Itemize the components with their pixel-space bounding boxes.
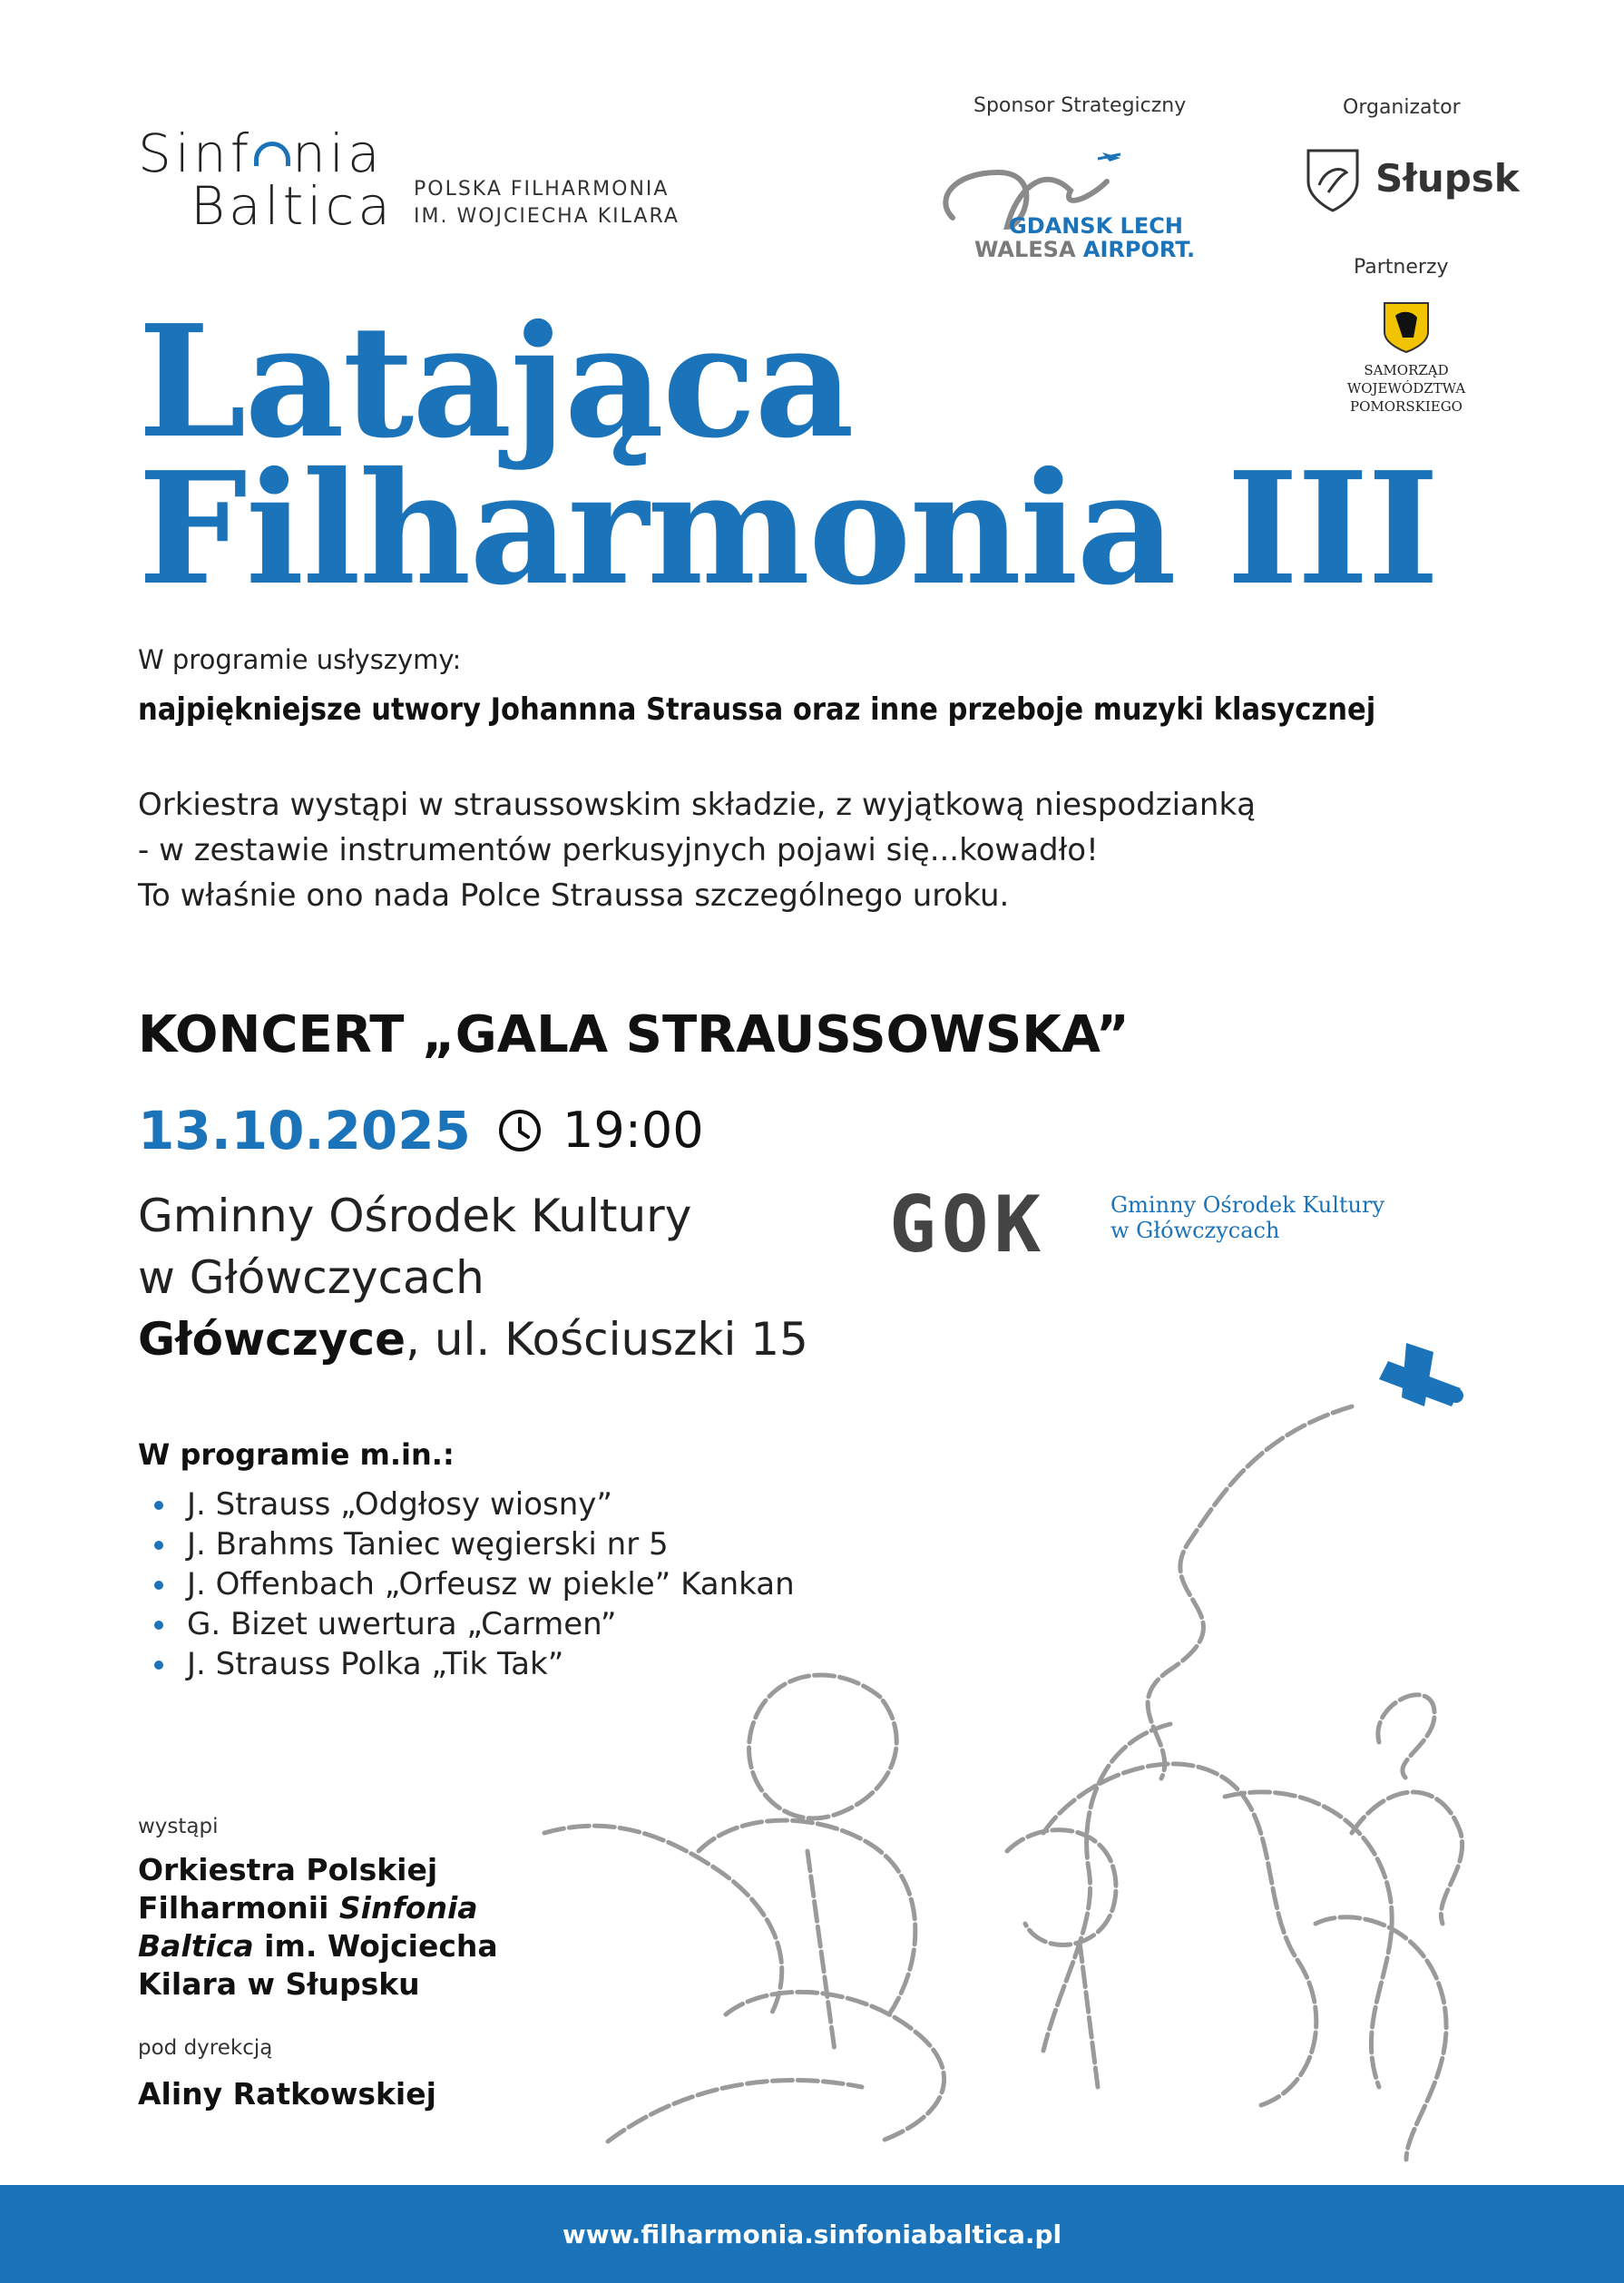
gok-name-line1: Gminny Ośrodek Kultury	[1110, 1192, 1385, 1218]
clock-icon	[497, 1108, 543, 1153]
airport-line1: GDANSK LECH	[1009, 213, 1183, 239]
description-line: To właśnie ono nada Polce Straussa szczególnego uroku.	[138, 877, 1010, 914]
title-line1: Latająca	[138, 291, 853, 473]
musicians-sketch-illustration	[535, 1270, 1570, 2178]
venue-line2: w Główczycach	[138, 1251, 484, 1304]
partner-line2: WOJEWÓDZTWA POMORSKIEGO	[1346, 380, 1466, 415]
program-item: J. Offenbach „Orfeusz w piekle” Kankan	[154, 1564, 795, 1604]
concert-title: KONCERT „GALA STRAUSSOWSKA”	[138, 1005, 1130, 1064]
gok-name	[1110, 1192, 1384, 1243]
conductor-label: pod dyrekcją	[138, 2036, 273, 2060]
airport-line2a: WALESA	[974, 237, 1076, 262]
concert-time	[497, 1102, 704, 1159]
logo-line1-a: Sinf	[138, 122, 253, 184]
conductor-name: Aliny Ratkowskiej	[138, 2076, 436, 2112]
description-line: - w zestawie instrumentów perkusyjnych pojawi się...kowadło!	[138, 832, 1099, 868]
logo-sub-line2: IM. WOJCIECHA KILARA	[414, 205, 680, 228]
venue-line1: Gminny Ośrodek Kultury	[138, 1190, 692, 1242]
orchestra-name	[138, 1851, 498, 2004]
logo-line2: Baltica	[191, 175, 394, 237]
footer-bar	[0, 2185, 1624, 2283]
logo-line1-b: nia	[292, 122, 384, 184]
orchestra-line2a: Filharmonii	[138, 1890, 339, 1925]
orchestra-line3b: im. Wojciecha	[253, 1928, 498, 1964]
gok-name-line2: w Główczycach	[1110, 1218, 1280, 1243]
program-heading: W programie m.in.:	[138, 1437, 455, 1472]
organizer-name: Słupsk	[1375, 156, 1520, 201]
title-line2: Filharmonia III	[138, 438, 1438, 620]
performers-label: wystąpi	[138, 1815, 219, 1838]
partners-label: Partnerzy	[1354, 256, 1449, 279]
venue-street: , ul. Kościuszki 15	[406, 1313, 808, 1366]
venue-city: Główczyce	[138, 1313, 406, 1366]
logo-sub-line1: POLSKA FILHARMONIA	[414, 178, 670, 201]
organizer-label: Organizator	[1343, 96, 1461, 119]
description	[138, 782, 1256, 918]
program-intro: W programie usłyszymy:	[138, 644, 462, 675]
program-item: J. Strauss Polka „Tik Tak”	[154, 1644, 795, 1684]
footer-url[interactable]: www.filharmonia.sinfoniabaltica.pl	[562, 2219, 1062, 2249]
partner-line1: SAMORZĄD	[1364, 362, 1449, 378]
program-item: J. Brahms Taniec węgierski nr 5	[154, 1524, 795, 1564]
airport-line2b: AIRPORT.	[1082, 237, 1196, 262]
program-item: G. Bizet uwertura „Carmen”	[154, 1604, 795, 1644]
program-item: J. Strauss „Odgłosy wiosny”	[154, 1484, 795, 1524]
concert-date: 13.10.2025	[138, 1100, 471, 1161]
logo-subtitle	[414, 176, 680, 230]
sponsor-label: Sponsor Strategiczny	[973, 94, 1187, 117]
orchestra-line4: Kilara w Słupsku	[138, 1966, 420, 2002]
logo-arc-icon	[254, 142, 290, 166]
gok-logo-mark: GOK	[889, 1180, 1047, 1270]
airport-name	[1009, 214, 1183, 238]
airport-name-2	[974, 238, 1195, 261]
page-title	[138, 291, 1438, 620]
slupsk-crest-icon	[1303, 145, 1363, 214]
orchestra-line1: Orkiestra Polskiej	[138, 1852, 438, 1887]
time-value: 19:00	[563, 1102, 704, 1159]
description-line: Orkiestra wystąpi w straussowskim składzie, z wyjątkową niespodzianką	[138, 787, 1256, 823]
orchestra-line2b: Sinfonia	[338, 1890, 478, 1925]
program-highlight: najpiękniejsze utwory Johannna Straussa oraz inne przeboje muzyki klasycznej	[138, 691, 1376, 728]
sinfonia-baltica-logo	[138, 122, 394, 237]
orchestra-line3a: Baltica	[138, 1928, 254, 1964]
